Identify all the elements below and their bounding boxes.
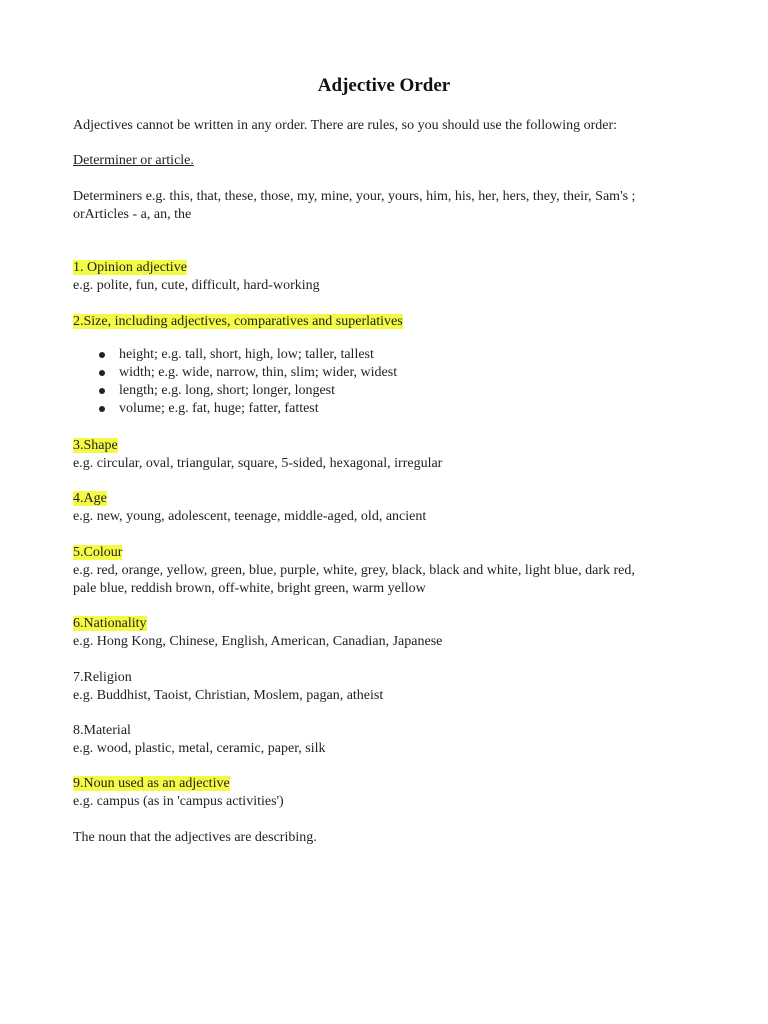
closing-text: The noun that the adjectives are describing. [73,830,317,845]
nationality-heading: 6.Nationality [73,616,147,631]
list-item: length; e.g. long, short; longer, longest [73,382,397,400]
list-item: volume; e.g. fat, huge; fatter, fattest [73,400,397,418]
shape-heading: 3.Shape [73,438,118,453]
shape-example: e.g. circular, oval, triangular, square, 5-sided, hexagonal, irregular [73,456,443,471]
size-heading: 2.Size, including adjectives, comparatives and superlatives [73,314,403,329]
list-item: height; e.g. tall, short, high, low; taller, tallest [73,346,397,364]
colour-heading: 5.Colour [73,545,123,560]
colour-example-2: pale blue, reddish brown, off-white, bright green, warm yellow [73,581,426,596]
age-heading: 4.Age [73,491,107,506]
determiner-line-2: orArticles - a, an, the [73,207,192,222]
religion-example: e.g. Buddhist, Taoist, Christian, Moslem, pagan, atheist [73,688,384,703]
bullet-icon [99,370,105,376]
bullet-icon [99,406,105,412]
determiner-heading: Determiner or article. [73,153,194,168]
determiner-line-1: Determiners e.g. this, that, these, those, my, mine, your, yours, him, his, her, hers, they, their, Sam's ; [73,189,636,204]
intro-text: Adjectives cannot be written in any order. There are rules, so you should use the following order: [73,118,618,133]
noun-adjective-example: e.g. campus (as in 'campus activities') [73,794,284,809]
material-example: e.g. wood, plastic, metal, ceramic, paper, silk [73,741,326,756]
opinion-example: e.g. polite, fun, cute, difficult, hard-working [73,278,320,293]
size-bullet-list [73,346,397,418]
bullet-icon [99,388,105,394]
opinion-heading: 1. Opinion adjective [73,260,187,275]
religion-heading: 7.Religion [73,670,132,685]
page-title: Adjective Order [317,75,451,96]
bullet-icon [99,352,105,358]
noun-adjective-heading: 9.Noun used as an adjective [73,776,230,791]
material-heading: 8.Material [73,723,131,738]
nationality-example: e.g. Hong Kong, Chinese, English, American, Canadian, Japanese [73,634,443,649]
list-item: width; e.g. wide, narrow, thin, slim; wider, widest [73,364,397,382]
age-example: e.g. new, young, adolescent, teenage, middle-aged, old, ancient [73,509,427,524]
colour-example-1: e.g. red, orange, yellow, green, blue, purple, white, grey, black, black and white, light blue, dark red, [73,563,635,578]
